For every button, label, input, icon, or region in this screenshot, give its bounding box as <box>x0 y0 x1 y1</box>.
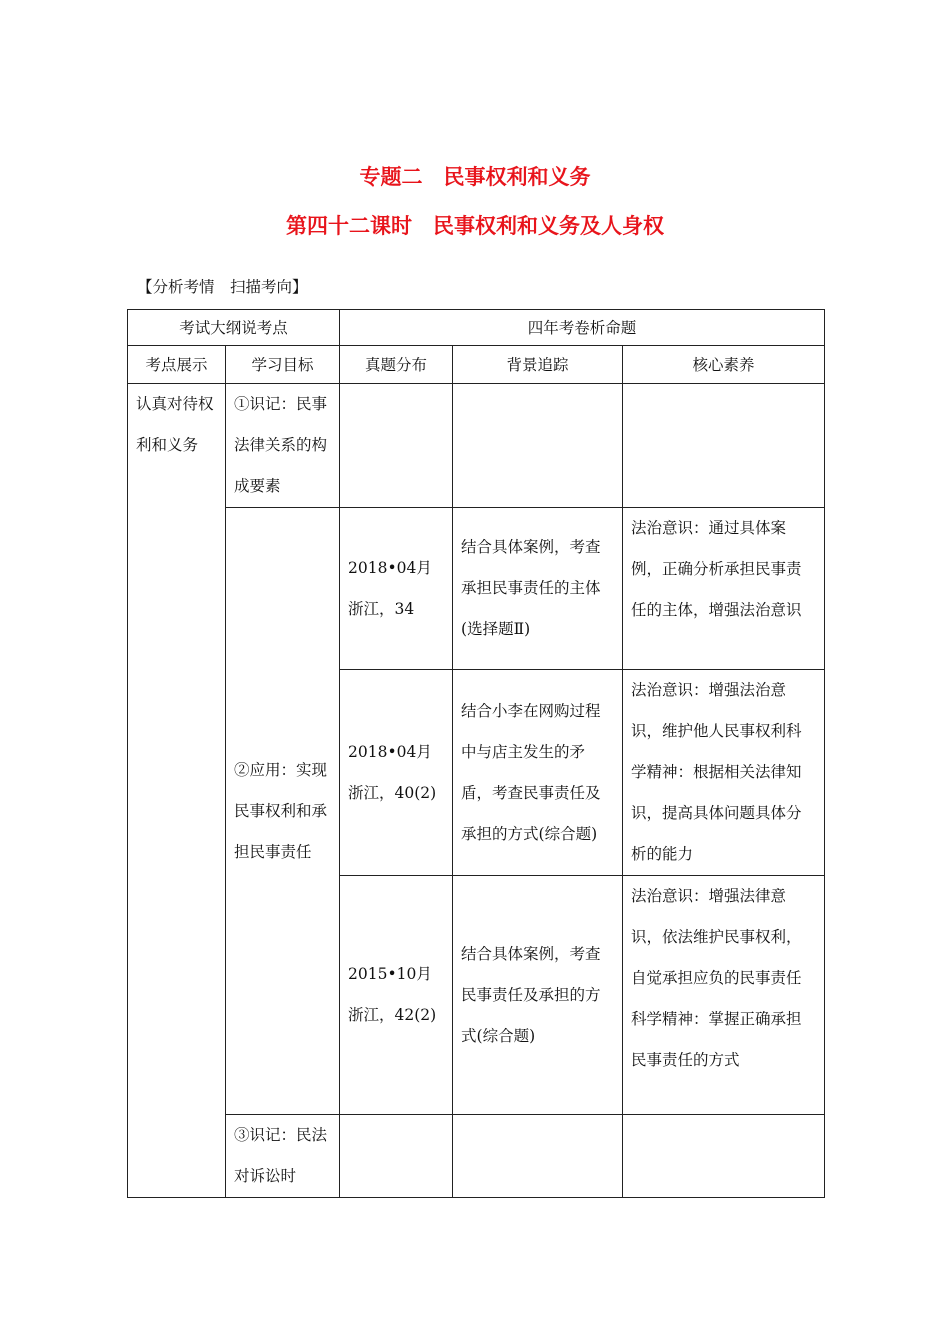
empty-cell <box>453 1115 623 1198</box>
empty-cell <box>340 384 453 508</box>
group-header-syllabus: 考试大纲说考点 <box>128 310 340 346</box>
empty-cell <box>623 1115 825 1198</box>
page-title: 专题二 民事权利和义务 <box>359 165 591 189</box>
lesson-title: 第四十二课时 民事权利和义务及人身权 <box>286 214 664 238</box>
goal-cell: ①识记：民事法律关系的构成要素 <box>226 384 340 508</box>
background-cell: 结合具体案例，考查承担民事责任的主体(选择题Ⅱ) <box>453 508 623 670</box>
goal-cell: ②应用：实现民事权利和承担民事责任 <box>226 508 340 1115</box>
source-cell: 2018•04月浙江，34 <box>340 508 453 670</box>
col-header-literacy: 核心素养 <box>623 346 825 384</box>
source-cell: 2015•10月浙江，42(2) <box>340 876 453 1115</box>
source-cell: 2018•04月浙江，40(2) <box>340 670 453 876</box>
literacy-cell: 法治意识：通过具体案例，正确分析承担民事责任的主体，增强法治意识 <box>623 508 825 670</box>
literacy-cell: 法治意识：增强法治意识，维护他人民事权利科学精神：根据相关法律知识，提高具体问题具体分析的能力 <box>623 670 825 876</box>
empty-cell <box>453 384 623 508</box>
topic-cell: 认真对待权利和义务 <box>128 384 226 1198</box>
background-cell: 结合小李在网购过程中与店主发生的矛盾，考查民事责任及承担的方式(综合题) <box>453 670 623 876</box>
col-header-topic: 考点展示 <box>128 346 226 384</box>
section-heading: 【分析考情 扫描考向】 <box>137 278 308 296</box>
col-header-source: 真题分布 <box>340 346 453 384</box>
empty-cell <box>340 1115 453 1198</box>
col-header-goal: 学习目标 <box>226 346 340 384</box>
goal-cell: ③识记：民法对诉讼时 <box>226 1115 340 1198</box>
exam-analysis-table <box>127 309 825 1198</box>
empty-cell <box>623 384 825 508</box>
col-header-background: 背景追踪 <box>453 346 623 384</box>
background-cell: 结合具体案例，考查民事责任及承担的方式(综合题) <box>453 876 623 1115</box>
literacy-cell: 法治意识：增强法律意识，依法维护民事权利，自觉承担应负的民事责任科学精神：掌握正确承担民事责任的方式 <box>623 876 825 1115</box>
group-header-exams: 四年考卷析命题 <box>340 310 825 346</box>
